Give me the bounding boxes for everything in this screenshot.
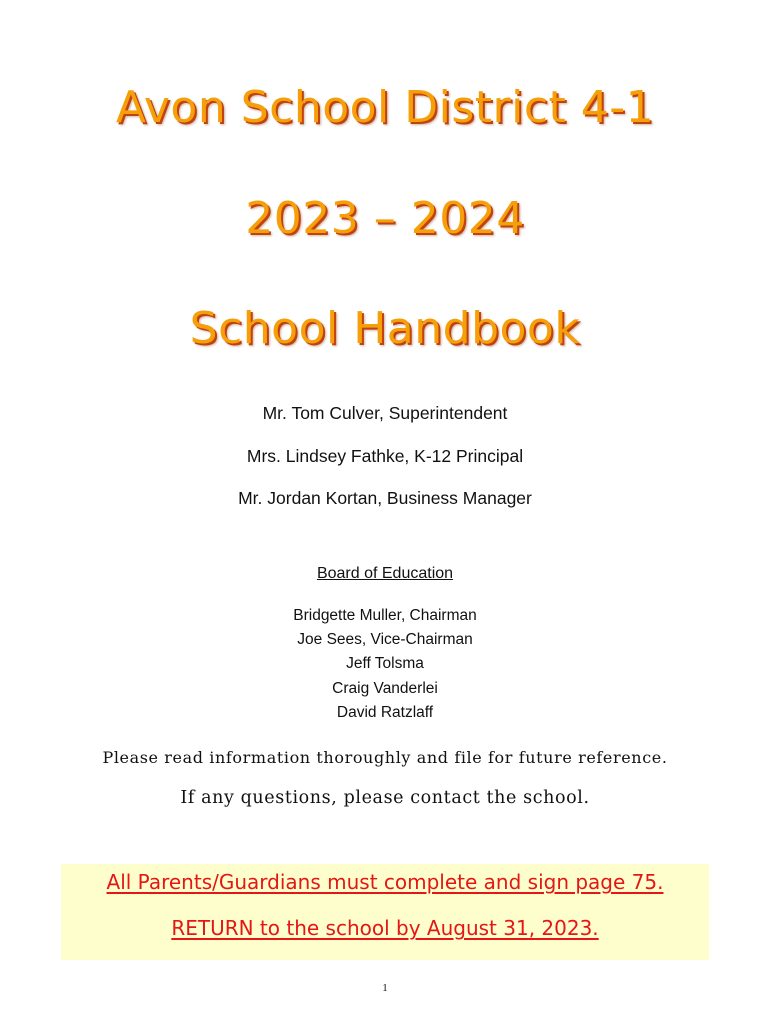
title-handbook: School Handbook: [189, 303, 581, 354]
board-member: Jeff Tolsma: [346, 655, 424, 673]
notice-sign-page: All Parents/Guardians must complete and sign page 75.: [106, 870, 664, 894]
title-school-year: 2023 – 2024: [245, 193, 525, 244]
parent-notice-box: [61, 864, 709, 960]
board-member: David Ratzlaff: [336, 703, 434, 721]
board-members-list: [0, 604, 770, 725]
board-member: Craig Vanderlei: [332, 679, 438, 697]
board-member: Joe Sees, Vice-Chairman: [297, 631, 473, 649]
official-superintendent: Mr. Tom Culver, Superintendent: [262, 403, 508, 423]
notice-return-deadline: RETURN to the school by August 31, 2023.: [171, 916, 599, 940]
read-note: Please read information thoroughly and file for future reference.: [102, 748, 668, 767]
page-number: 1: [382, 982, 388, 994]
title-district: Avon School District 4-1: [115, 82, 655, 133]
official-principal: Mrs. Lindsey Fathke, K-12 Principal: [246, 446, 524, 466]
contact-note: If any questions, please contact the school.: [180, 788, 590, 808]
board-heading: Board of Education: [316, 565, 454, 582]
board-member: Bridgette Muller, Chairman: [293, 607, 477, 624]
official-business-manager: Mr. Jordan Kortan, Business Manager: [238, 488, 532, 508]
